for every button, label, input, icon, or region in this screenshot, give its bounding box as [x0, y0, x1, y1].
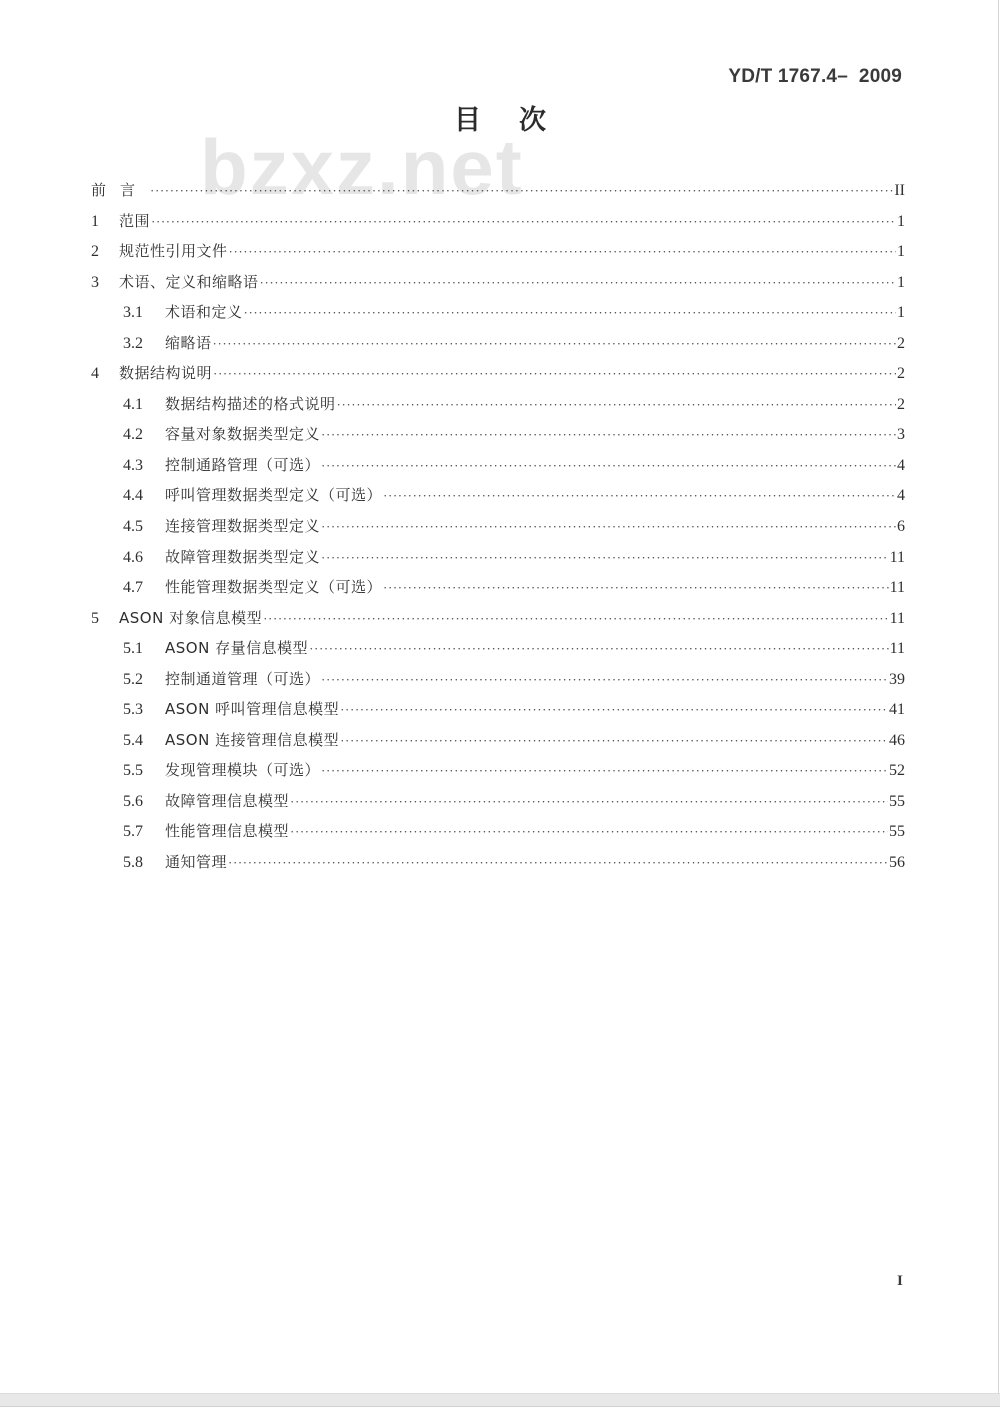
toc-entry-label: 术语和定义 [165, 303, 243, 322]
toc-entry-number: 5 [91, 609, 99, 627]
toc-entry-number: 3 [91, 273, 99, 291]
toc-entry-page: 11 [889, 548, 905, 566]
toc-entry-number: 5.7 [123, 823, 143, 841]
dot-leader [260, 271, 896, 295]
toc-entry-page: 4 [897, 456, 905, 474]
watermark: bzxz.net [200, 123, 524, 211]
toc-entry-page: 4 [897, 487, 905, 505]
toc-entry-label: 容量对象数据类型定义 [165, 425, 321, 444]
toc-subentry[interactable] [91, 453, 905, 484]
toc-entry-page: 1 [897, 304, 905, 322]
toc-entry-label: 数据结构描述的格式说明 [165, 394, 336, 413]
toc-entry-number: 5.2 [123, 670, 143, 688]
toc-entry-page: 1 [897, 273, 905, 291]
toc-entry-label: 通知管理 [165, 853, 228, 872]
standard-number: YD/T 1767.4– 2009 [728, 66, 902, 87]
toc-entry-number: 4.7 [123, 579, 143, 597]
dot-leader [340, 698, 888, 722]
toc-entry-label: 性能管理数据类型定义（可选） [165, 578, 383, 597]
toc-entry-label: 前言 [91, 181, 150, 199]
toc-entry-number: 5.6 [123, 792, 143, 810]
toc-subentry[interactable] [91, 728, 905, 759]
toc-entry-number: 5.8 [123, 854, 143, 872]
toc-subentry[interactable] [91, 758, 905, 789]
horizontal-scrollbar[interactable] [0, 1393, 1000, 1407]
toc-entry-page: 52 [889, 762, 905, 780]
toc-subentry[interactable] [91, 331, 905, 362]
toc-entry-page: 2 [897, 334, 905, 352]
toc-entry-foreword[interactable] [91, 178, 905, 209]
toc-entry-number: 4.2 [123, 426, 143, 444]
dot-leader [244, 301, 896, 325]
toc-entry[interactable] [91, 270, 905, 301]
toc-entry-number: 5.3 [123, 701, 143, 719]
dot-leader [383, 576, 889, 600]
dot-leader [340, 729, 888, 753]
toc-entry[interactable] [91, 239, 905, 270]
dot-leader [213, 362, 896, 386]
page-number: I [897, 1273, 903, 1289]
toc-entry-page: 56 [889, 854, 905, 872]
toc-subentry[interactable] [91, 545, 905, 576]
toc-entry-label: ASON 存量信息模型 [165, 639, 309, 658]
toc-subentry[interactable] [91, 697, 905, 728]
dot-leader [213, 332, 896, 356]
toc-subentry[interactable] [91, 392, 905, 423]
dot-leader [383, 484, 896, 508]
toc-entry-label: 连接管理数据类型定义 [165, 517, 321, 536]
toc-entry-page: 55 [889, 792, 905, 810]
toc-entry-label: 控制通道管理（可选） [165, 669, 321, 688]
dot-leader [309, 637, 889, 661]
toc-entry-number: 4.3 [123, 456, 143, 474]
toc-entry-number: 2 [91, 243, 99, 261]
toc-entry-label: ASON 连接管理信息模型 [165, 730, 340, 749]
toc-entry-number: 4.4 [123, 487, 143, 505]
toc-entry-label: 范围 [119, 211, 151, 230]
dot-leader [228, 851, 888, 875]
toc-entry-number: 4.6 [123, 548, 143, 566]
toc-entry-label: 呼叫管理数据类型定义（可选） [165, 486, 383, 505]
toc-entry-label: 规范性引用文件 [119, 242, 228, 261]
toc-entry-page: 3 [897, 426, 905, 444]
toc-entry-page: 11 [889, 609, 905, 627]
dot-leader [263, 607, 889, 631]
toc-subentry[interactable] [91, 850, 905, 881]
toc-entry[interactable] [91, 361, 905, 392]
dot-leader [321, 423, 896, 447]
toc-entry-page: 2 [897, 365, 905, 383]
toc-subentry[interactable] [91, 575, 905, 606]
toc-entry-page: 1 [897, 243, 905, 261]
toc-entry-page: 11 [889, 640, 905, 658]
dot-leader [290, 790, 888, 814]
toc-entry-number: 5.1 [123, 640, 143, 658]
toc-entry-label: 故障管理数据类型定义 [165, 547, 321, 566]
dot-leader [337, 393, 896, 417]
dot-leader [321, 759, 888, 783]
dot-leader [290, 820, 888, 844]
toc-entry-label: 数据结构说明 [119, 364, 213, 383]
toc-subentry[interactable] [91, 300, 905, 331]
toc-entry-page: 39 [889, 670, 905, 688]
toc-subentry[interactable] [91, 667, 905, 698]
toc-entry-page: 41 [889, 701, 905, 719]
toc-entry-page: 1 [897, 212, 905, 230]
page-title: 目次 [454, 105, 584, 136]
toc-entry-number: 5.5 [123, 762, 143, 780]
toc-entry-label: 控制通路管理（可选） [165, 455, 321, 474]
toc-entry-number: 3.2 [123, 334, 143, 352]
toc-entry-number: 4.1 [123, 395, 143, 413]
toc-entry-label: 术语、定义和缩略语 [119, 272, 259, 291]
toc-entry[interactable] [91, 606, 905, 637]
toc-entry-number: 5.4 [123, 731, 143, 749]
toc-subentry[interactable] [91, 422, 905, 453]
dot-leader [321, 515, 896, 539]
toc-entry-label: 故障管理信息模型 [165, 791, 290, 810]
dot-leader [321, 546, 889, 570]
toc-subentry[interactable] [91, 514, 905, 545]
dot-leader [321, 668, 888, 692]
toc-entry-number: 4.5 [123, 518, 143, 536]
toc-entry-page: 11 [889, 579, 905, 597]
toc-entry-label: 性能管理信息模型 [165, 822, 290, 841]
toc-entry-number: 3.1 [123, 304, 143, 322]
toc-entry-label: ASON 对象信息模型 [119, 608, 263, 627]
dot-leader [150, 179, 893, 203]
toc-entry-label: 发现管理模块（可选） [165, 761, 321, 780]
toc-entry-number: 1 [91, 212, 99, 230]
toc-entry-page: 55 [889, 823, 905, 841]
table-of-contents [91, 178, 905, 881]
dot-leader [229, 240, 896, 264]
dot-leader [321, 454, 896, 478]
toc-subentry[interactable] [91, 636, 905, 667]
toc-entry-page: 6 [897, 518, 905, 536]
toc-entry-page: 2 [897, 395, 905, 413]
toc-subentry[interactable] [91, 819, 905, 850]
toc-entry-number: 4 [91, 365, 99, 383]
toc-entry-page: II [894, 182, 905, 199]
toc-entry[interactable] [91, 209, 905, 240]
toc-entry-label: 缩略语 [165, 333, 212, 352]
toc-entry-page: 46 [889, 731, 905, 749]
toc-entry-label: ASON 呼叫管理信息模型 [165, 700, 340, 719]
dot-leader [151, 210, 896, 234]
toc-subentry[interactable] [91, 483, 905, 514]
toc-subentry[interactable] [91, 789, 905, 820]
